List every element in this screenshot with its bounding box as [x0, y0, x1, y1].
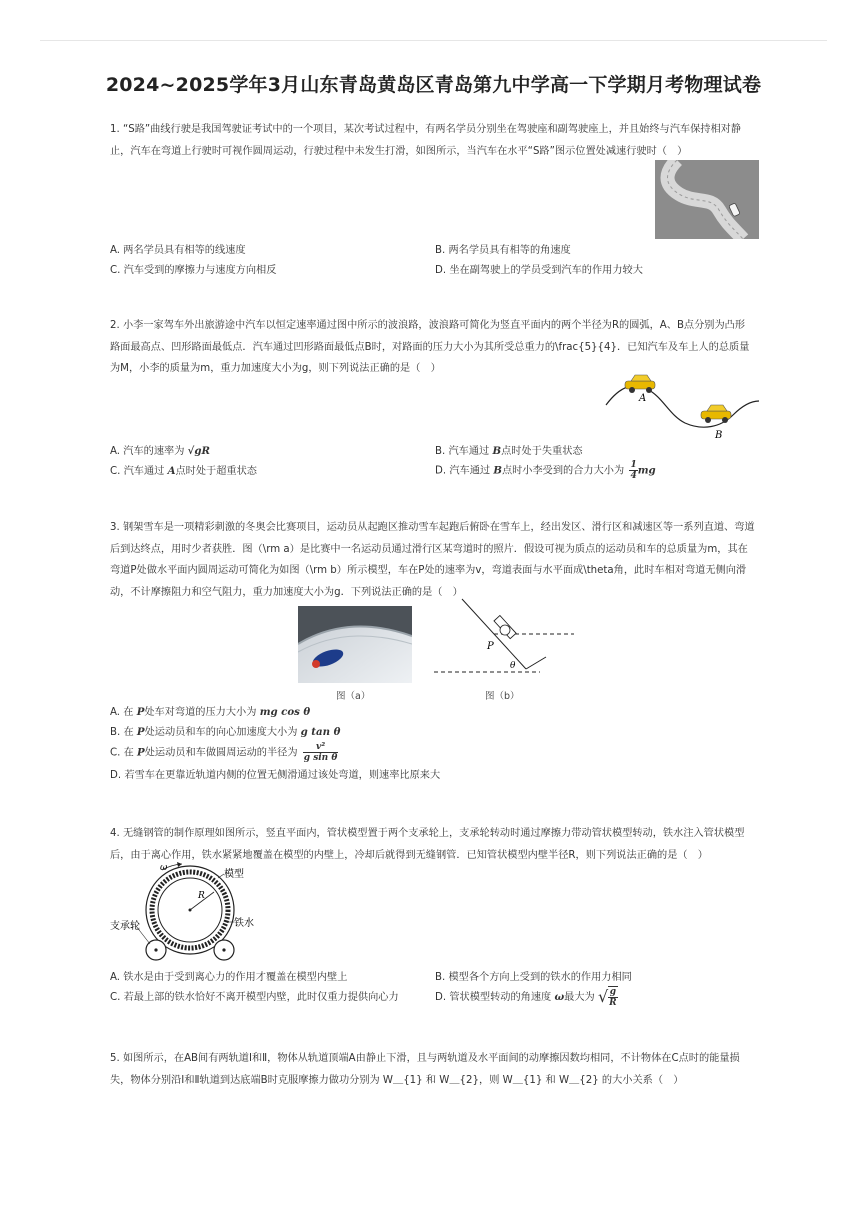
q3-option-c[interactable]	[110, 742, 338, 763]
question-4-stem: 4. 无缝钢管的制作原理如图所示，竖直平面内，管状模型置于两个支承轮上，支承轮转动时通过摩擦力带动管状模型转动，铁水注入管状模型后，由于离心作用，铁水紧紧地覆盖在模型的内壁上，冷却后就得到无缝钢管．已知管状模型内壁半径R，则下列说法正确的是（ ）	[110, 828, 745, 861]
figure-b-caption: 图（b）	[485, 691, 520, 702]
q1-option-c[interactable]: C. 汽车受到的摩擦力与速度方向相反	[110, 265, 277, 276]
q2-option-b-pre: B. 汽车通过	[435, 446, 493, 457]
q2-option-c-post: 点时处于超重状态	[175, 466, 257, 477]
q4-option-d-mid: 最大为	[564, 992, 598, 1003]
q4-option-b[interactable]: B. 模型各个方向上受到的铁水的作用力相同	[435, 972, 632, 983]
q3-option-b-mid: 处运动员和车的向心加速度大小为	[144, 727, 301, 738]
label-radius: R	[198, 891, 205, 901]
q4-option-a[interactable]: A. 铁水是由于受到离心力的作用才覆盖在模型内壁上	[110, 972, 348, 983]
q2-option-a[interactable]	[110, 443, 210, 460]
label-molten-iron: 铁水	[234, 918, 254, 929]
steel-pipe-figure	[110, 862, 270, 966]
inclined-track-diagram	[430, 597, 576, 679]
sqrt-gr-formula: √gR	[187, 445, 210, 457]
q1-option-b[interactable]: B. 两名学员具有相等的角速度	[435, 245, 571, 256]
page-title: 2024~2025学年3月山东青岛黄岛区青岛第九中学高一下学期月考物理试卷	[105, 74, 762, 96]
radius-fraction: $\frac{\text{v²}}{\text{g sin θ}}$	[303, 742, 338, 763]
q2-option-d-var: B	[493, 464, 502, 477]
s-road-figure	[655, 160, 759, 239]
q2-option-c-pre: C. 汽车通过	[110, 466, 168, 477]
label-angle-theta: θ	[510, 661, 516, 671]
figure-a-caption: 图（a）	[336, 691, 371, 702]
wave-road-figure	[603, 371, 759, 439]
sqrt-sign: √	[597, 987, 609, 1006]
q3-option-c-mid: 处运动员和车做圆周运动的半径为	[144, 747, 301, 759]
label-support-wheel: 支承轮	[110, 921, 140, 932]
mg-cos-formula: mg cos θ	[259, 706, 311, 718]
q2-option-b-var: B	[492, 445, 502, 457]
question-1-stem: 1. “S路”曲线行驶是我国驾驶证考试中的一个项目，某次考试过程中，有两名学员分别坐在驾驶座和副驾驶座上，并且始终与汽车保持相对静止，汽车在弯道上行驶时可视作圆周运动，行驶过程中未发生打滑，如图所示，当汽车在水平“S路”图示位置处减速行驶时（ ）	[110, 124, 742, 157]
q2-option-a-text: A. 汽车的速率为	[110, 446, 188, 457]
q4-option-d[interactable]	[435, 986, 618, 1008]
q2-option-b[interactable]	[435, 443, 583, 460]
q3-option-d[interactable]: D. 若雪车在更靠近轨道内侧的位置无侧滑通过该处弯道，则速率比原来大	[110, 770, 441, 781]
label-omega: ω	[160, 863, 168, 873]
q4-option-d-var: ω	[554, 991, 565, 1003]
quarter-fraction: $\frac{1}{4}$	[630, 460, 637, 481]
q3-option-b-pre: B. 在	[110, 727, 137, 738]
q2-option-c[interactable]	[110, 463, 257, 480]
q3-option-a-mid: 处车对弯道的压力大小为	[144, 707, 260, 718]
label-point-b: B	[715, 430, 723, 439]
q2-option-d-pre: D. 汽车通过	[435, 465, 494, 477]
question-2-stem: 2. 小李一家驾车外出旅游途中汽车以恒定速率通过图中所示的波浪路，波浪路可简化为竖直平面内的两个半径为R的圆弧，A、B点分别为凸形路面最高点、凹形路面最低点．汽车通过凹形路面最低点B时，对路面的压力大小为其所受总重力的\frac{5}{4}．已知汽车及车上人的总质量为M，小李的质量为m，重力加速度大小为g，则下列说法正确的是（ ）	[110, 320, 750, 374]
q4-option-c[interactable]: C. 若最上部的铁水恰好不离开模型内壁，此时仅重力提供向心力	[110, 992, 399, 1003]
g-tan-formula: g tan θ	[300, 726, 341, 738]
q3-option-a[interactable]	[110, 704, 310, 721]
label-point-p: P	[487, 641, 494, 652]
q3-option-c-var: P	[137, 746, 145, 759]
label-point-a: A	[639, 393, 647, 404]
q3-option-a-pre: A. 在	[110, 707, 137, 718]
q3-option-c-pre: C. 在	[110, 747, 138, 759]
question-3-stem: 3. 钢架雪车是一项精彩刺激的冬奥会比赛项目，运动员从起跑区推动雪车起跑后俯卧在雪车上，经出发区、滑行区和减速区等一系列直道、弯道后到达终点，用时少者获胜．图（\rm a）是比赛中一名运动员通过滑行区某弯道时的照片．假设可视为质点的运动员和车的总质量为m，其在弯道P处做水平面内圆周运动可简化为如图（\rm b）所示模型，车在P处的速率为v，弯道表面与水平面成\theta角，此时车相对弯道无侧向滑动，不计摩擦阻力和空气阻力，重力加速度大小为g．下列说法正确的是（ ）	[110, 522, 755, 598]
q3-option-a-var: P	[136, 706, 145, 718]
q2-option-b-post: 点时处于失重状态	[501, 446, 583, 457]
q1-option-a[interactable]: A. 两名学员具有相等的线速度	[110, 245, 246, 256]
header-divider	[40, 40, 827, 41]
q1-option-d[interactable]: D. 坐在副驾驶上的学员受到汽车的作用力较大	[435, 265, 643, 276]
q2-option-d-tail: mg	[637, 464, 656, 477]
label-model: 模型	[224, 869, 244, 880]
q3-option-b[interactable]	[110, 724, 340, 741]
g-over-r-fraction: $\frac{g}{R}$	[609, 987, 617, 1008]
q2-option-c-var: A	[167, 465, 176, 477]
q4-option-d-pre: D. 管状模型转动的角速度	[435, 992, 555, 1003]
q2-option-d[interactable]	[435, 460, 656, 481]
q3-option-b-var: P	[136, 726, 145, 738]
question-5-stem: 5. 如图所示，在AB间有两轨道Ⅰ和Ⅱ，物体从轨道顶端A由静止下滑，且与两轨道及水平面间的动摩擦因数均相同，不计物体在C点时的能量损失，物体分别沿Ⅰ和Ⅱ轨道到达底端B时克服摩擦力做功分别为 W＿{1} 和 W＿{2}，则 W＿{1} 和 W＿{2} 的大小关系（ ）	[110, 1053, 740, 1086]
skeleton-photo	[298, 606, 412, 683]
q2-option-d-mid: 点时小李受到的合力大小为	[501, 465, 628, 477]
